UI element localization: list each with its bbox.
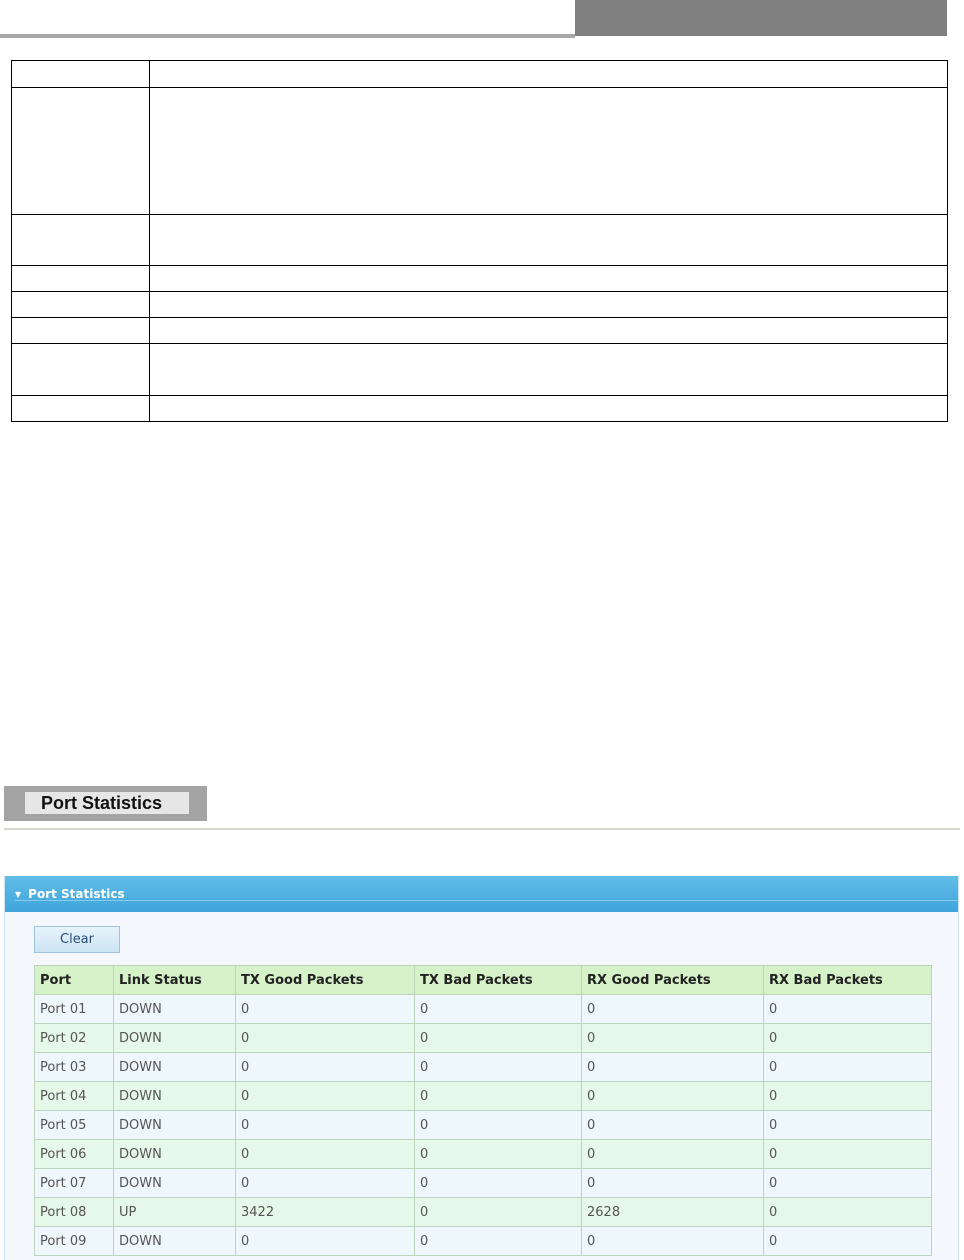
rx-bad-cell: 0	[764, 1082, 932, 1111]
table-cell	[12, 344, 150, 396]
rx-bad-cell: 0	[764, 1169, 932, 1198]
table-row	[35, 1082, 932, 1111]
tx-good-cell: 3422	[236, 1198, 415, 1227]
rx-bad-cell: 0	[764, 1198, 932, 1227]
link-status-cell: DOWN	[114, 1140, 236, 1169]
table-cell	[150, 292, 948, 318]
description-table	[11, 60, 948, 422]
link-status-cell: DOWN	[114, 995, 236, 1024]
tx-bad-cell: 0	[415, 1024, 582, 1053]
section-title-label: Port Statistics	[25, 792, 189, 814]
link-status-cell: DOWN	[114, 1227, 236, 1256]
link-status-cell: DOWN	[114, 1024, 236, 1053]
port-cell: Port 07	[35, 1169, 114, 1198]
section-divider	[4, 828, 960, 830]
rx-good-cell: 0	[582, 1082, 764, 1111]
tx-good-cell: 0	[236, 1140, 415, 1169]
rx-good-cell: 0	[582, 1053, 764, 1082]
column-header-tx-bad: TX Bad Packets	[415, 966, 582, 995]
rx-good-cell: 0	[582, 1111, 764, 1140]
table-row	[35, 995, 932, 1024]
link-status-cell: DOWN	[114, 1082, 236, 1111]
rx-good-cell: 0	[582, 995, 764, 1024]
rx-bad-cell: 0	[764, 1053, 932, 1082]
column-header-port: Port	[35, 966, 114, 995]
table-row	[35, 1169, 932, 1198]
section-title	[4, 786, 207, 821]
table-row	[35, 1053, 932, 1082]
table-cell	[150, 88, 948, 215]
triangle-down-icon[interactable]: ▼	[15, 890, 22, 899]
column-header-rx-good: RX Good Packets	[582, 966, 764, 995]
table-cell	[12, 318, 150, 344]
rx-good-cell: 0	[582, 1024, 764, 1053]
table-row	[35, 1140, 932, 1169]
table-cell	[150, 396, 948, 422]
link-status-cell: DOWN	[114, 1169, 236, 1198]
table-cell	[12, 292, 150, 318]
header-banner	[575, 0, 947, 36]
port-cell: Port 09	[35, 1227, 114, 1256]
table-row	[35, 1111, 932, 1140]
link-status-cell: DOWN	[114, 1111, 236, 1140]
tx-good-cell: 0	[236, 1111, 415, 1140]
tx-bad-cell: 0	[415, 995, 582, 1024]
tx-good-cell: 0	[236, 1053, 415, 1082]
column-header-tx-good: TX Good Packets	[236, 966, 415, 995]
table-cell	[150, 318, 948, 344]
port-cell: Port 01	[35, 995, 114, 1024]
port-cell: Port 03	[35, 1053, 114, 1082]
table-cell	[12, 88, 150, 215]
table-cell	[12, 266, 150, 292]
header-rule	[0, 34, 575, 38]
rx-good-cell: 0	[582, 1169, 764, 1198]
tx-good-cell: 0	[236, 1169, 415, 1198]
rx-bad-cell: 0	[764, 1227, 932, 1256]
port-cell: Port 05	[35, 1111, 114, 1140]
rx-good-cell: 2628	[582, 1198, 764, 1227]
table-cell	[150, 266, 948, 292]
tx-bad-cell: 0	[415, 1169, 582, 1198]
port-cell: Port 02	[35, 1024, 114, 1053]
rx-bad-cell: 0	[764, 995, 932, 1024]
rx-bad-cell: 0	[764, 1140, 932, 1169]
port-statistics-table	[34, 965, 932, 1256]
tx-bad-cell: 0	[415, 1111, 582, 1140]
table-cell	[150, 61, 948, 88]
tx-good-cell: 0	[236, 1082, 415, 1111]
table-row	[35, 1227, 932, 1256]
tx-bad-cell: 0	[415, 1198, 582, 1227]
clear-button[interactable]: Clear	[34, 926, 120, 953]
rx-good-cell: 0	[582, 1227, 764, 1256]
rx-bad-cell: 0	[764, 1111, 932, 1140]
table-row	[35, 1024, 932, 1053]
tx-good-cell: 0	[236, 1024, 415, 1053]
port-cell: Port 04	[35, 1082, 114, 1111]
table-cell	[12, 215, 150, 266]
tx-bad-cell: 0	[415, 1053, 582, 1082]
link-status-cell: UP	[114, 1198, 236, 1227]
tx-good-cell: 0	[236, 1227, 415, 1256]
rx-bad-cell: 0	[764, 1024, 932, 1053]
table-row	[35, 1198, 932, 1227]
panel-header[interactable]	[5, 876, 958, 912]
tx-bad-cell: 0	[415, 1082, 582, 1111]
table-header-row	[35, 966, 932, 995]
port-cell: Port 06	[35, 1140, 114, 1169]
tx-bad-cell: 0	[415, 1227, 582, 1256]
tx-good-cell: 0	[236, 995, 415, 1024]
table-cell	[12, 396, 150, 422]
rx-good-cell: 0	[582, 1140, 764, 1169]
panel-header-rule	[15, 900, 958, 901]
table-cell	[150, 344, 948, 396]
panel-title: Port Statistics	[28, 887, 125, 901]
port-cell: Port 08	[35, 1198, 114, 1227]
tx-bad-cell: 0	[415, 1140, 582, 1169]
column-header-link-status: Link Status	[114, 966, 236, 995]
link-status-cell: DOWN	[114, 1053, 236, 1082]
port-statistics-panel	[4, 876, 959, 1260]
table-cell	[12, 61, 150, 88]
column-header-rx-bad: RX Bad Packets	[764, 966, 932, 995]
table-cell	[150, 215, 948, 266]
